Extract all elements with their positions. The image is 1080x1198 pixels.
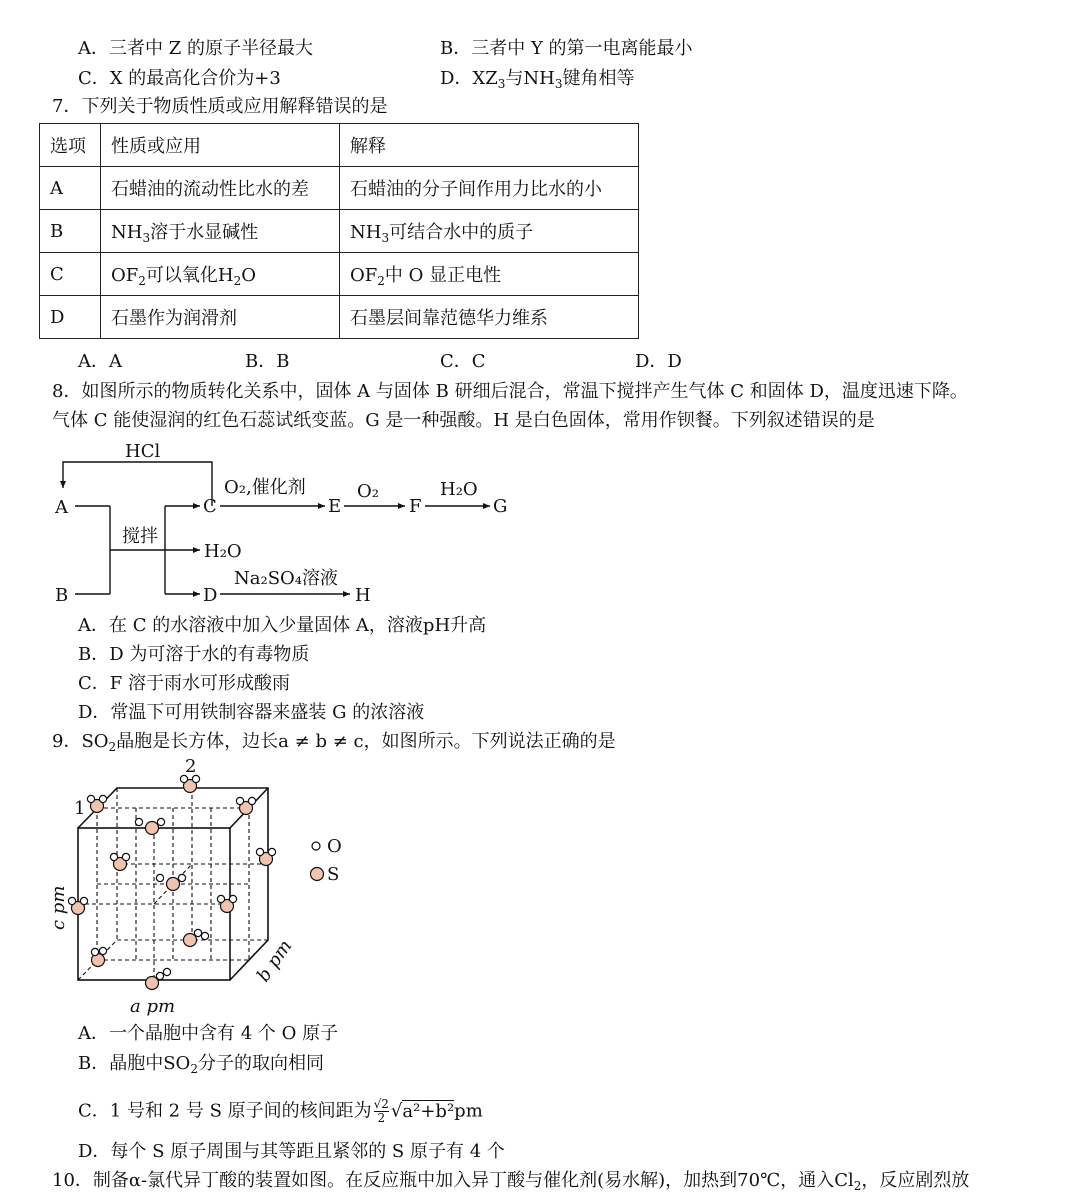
q8-option-b: B．D 为可溶于水的有毒物质	[78, 644, 310, 665]
table-header-cell: 选项	[40, 124, 101, 167]
diagram-node-g: G	[493, 496, 508, 517]
q9-unit-cell-figure	[40, 758, 370, 1023]
legend-s-label: S	[327, 864, 340, 885]
diagram-label-hcl: HCl	[125, 441, 161, 462]
table-row	[40, 210, 639, 253]
q9-option-d: D．每个 S 原子周围与其等距且紧邻的 S 原子有 4 个	[78, 1141, 505, 1162]
edge-label-c: c pm	[48, 885, 69, 930]
table-cell: $OF_2$中 O 显正电性	[340, 253, 639, 296]
q10-stem: 10．制备α-氯代异丁酸的装置如图。在反应瓶中加入异丁酸与催化剂(易水解)，加热到70℃，通入$Cl_2$，反应剧烈放	[52, 1170, 970, 1193]
q7-answer-d: D．D	[635, 351, 682, 372]
diagram-label-o2-catalyst: O₂,催化剂	[224, 477, 306, 498]
table-cell: $OF_2$可以氧化$H_2O$	[101, 253, 340, 296]
legend-s-icon	[311, 868, 324, 881]
fraction-denominator: 2	[377, 1111, 386, 1125]
table-cell: B	[40, 210, 101, 253]
q7-table	[39, 123, 639, 339]
q9-stem: 9．$SO_2$晶胞是长方体，边长a ≠ b ≠ c，如图所示。下列说法正确的是	[52, 731, 616, 754]
q8-stem-line2: 气体 C 能使湿润的红色石蕊试纸变蓝。G 是一种强酸。H 是白色固体，常用作钡餐。下列叙述错误的是	[52, 410, 875, 431]
q7-answer-a: A．A	[78, 351, 122, 372]
table-cell: $NH_3$可结合水中的质子	[340, 210, 639, 253]
diagram-label-stir: 搅拌	[122, 526, 158, 547]
table-cell: 石蜡油的流动性比水的差	[101, 167, 340, 210]
q6-option-b: B．三者中 Y 的第一电离能最小	[440, 38, 693, 59]
table-cell: $NH_3$溶于水显碱性	[101, 210, 340, 253]
legend-o-label: O	[327, 836, 342, 857]
legend-o-icon	[312, 842, 320, 850]
table-row	[40, 253, 639, 296]
table-cell: D	[40, 296, 101, 339]
edge-label-a: a pm	[130, 996, 176, 1017]
q8-option-d: D．常温下可用铁制容器来盛装 G 的浓溶液	[78, 702, 425, 723]
diagram-node-e: E	[328, 496, 342, 517]
diagram-label-h2o: H₂O	[440, 479, 478, 500]
q7-answer-c: C．C	[440, 351, 486, 372]
q7-answer-b: B．B	[245, 351, 290, 372]
table-header-cell: 性质或应用	[101, 124, 340, 167]
q8-option-a: A．在 C 的水溶液中加入少量固体 A，溶液pH升高	[78, 615, 487, 636]
q9-option-a: A．一个晶胞中含有 4 个 O 原子	[78, 1023, 339, 1044]
diagram-node-a: A	[55, 497, 68, 518]
q9-option-b: B．晶胞中$SO_2$分子的取向相同	[78, 1053, 324, 1076]
q7-stem: 7．下列关于物质性质或应用解释错误的是	[52, 96, 388, 117]
table-header-row	[40, 124, 639, 167]
atom-label-1: 1	[74, 798, 86, 819]
diagram-node-h: H	[355, 585, 371, 606]
edge-label-b: b pm	[252, 936, 297, 986]
table-row	[40, 296, 639, 339]
table-cell: 石墨层间靠范德华力维系	[340, 296, 639, 339]
diagram-label-na2so4: Na₂SO₄溶液	[234, 568, 339, 589]
q6-option-a: A．三者中 Z 的原子半径最大	[78, 38, 313, 59]
diagram-node-c: C	[203, 496, 217, 517]
diagram-node-f: F	[409, 496, 422, 517]
q9-option-c: C．1 号和 2 号 S 原子间的核间距为 $\frac{√2}{2}$ √a²+b²pm	[78, 1097, 483, 1125]
table-cell: 石墨作为润滑剂	[101, 296, 340, 339]
root-radicand: a²+b²	[402, 1100, 455, 1122]
diagram-node-b: B	[55, 585, 69, 606]
atom-label-2: 2	[185, 758, 197, 777]
diagram-node-d: D	[203, 585, 218, 606]
q8-option-c: C．F 溶于雨水可形成酸雨	[78, 673, 290, 694]
table-cell: A	[40, 167, 101, 210]
q6-option-d: D．$XZ_3$与$NH_3$键角相等	[440, 68, 635, 91]
table-header-cell: 解释	[340, 124, 639, 167]
table-cell: 石蜡油的分子间作用力比水的小	[340, 167, 639, 210]
q6-option-c: C．X 的最高化合价为+3	[78, 68, 281, 89]
table-row	[40, 167, 639, 210]
diagram-product-h2o: H₂O	[204, 541, 242, 562]
diagram-label-o2: O₂	[357, 481, 379, 502]
fraction-numerator: √2	[373, 1097, 389, 1111]
table-cell: C	[40, 253, 101, 296]
q8-reaction-diagram	[0, 436, 560, 612]
q8-stem-line1: 8．如图所示的物质转化关系中，固体 A 与固体 B 研细后混合，常温下搅拌产生气体 C 和固体 D，温度迅速下降。	[52, 381, 968, 402]
